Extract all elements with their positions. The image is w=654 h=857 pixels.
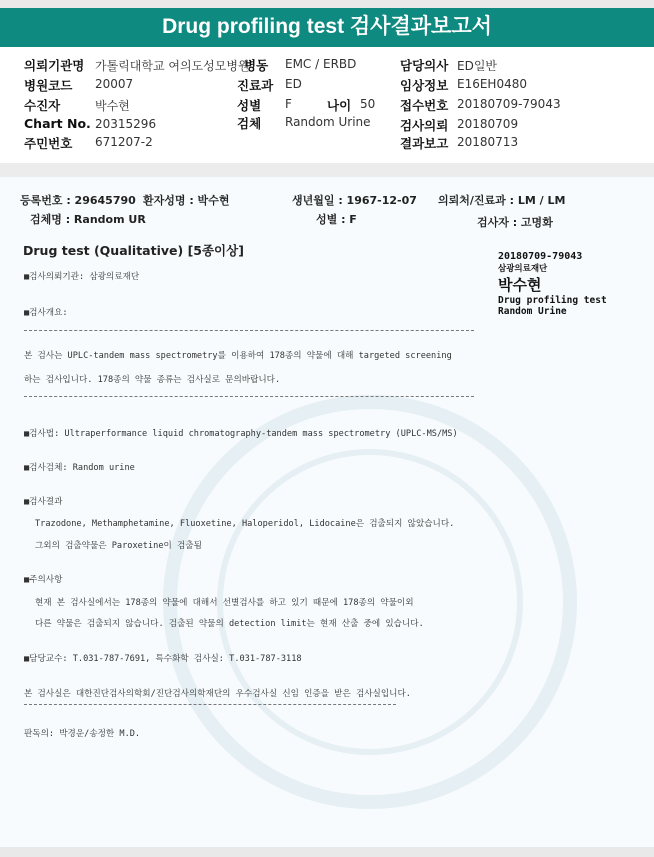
dashed-divider (24, 330, 474, 331)
specimen-label-stamp (498, 251, 607, 317)
lab-report-scan (0, 177, 654, 847)
clinical-value: E16EH0480 (457, 77, 527, 91)
sex-value: F (285, 97, 292, 111)
stamp-id: 20180709-79043 (498, 251, 583, 262)
overview-line-2: 하는 검사입니다. 178종의 약물 종류는 검사실로 문의바랍니다. (24, 375, 281, 385)
ward-label: 병동 (244, 58, 269, 73)
id-label: 주민번호 (24, 136, 73, 151)
receipt-label: 접수번호 (400, 98, 449, 113)
report-label: 결과보고 (400, 136, 449, 151)
age-value: 50 (360, 97, 376, 111)
stamp-org: 삼광의료재단 (498, 264, 548, 274)
section-divider (0, 163, 654, 177)
doctor-label: 담당의사 (400, 58, 449, 73)
reading-doctor-line: 판독의: 박경운/송정한 M.D. (24, 729, 141, 739)
dashed-divider (24, 396, 474, 397)
method-line: ■검사법: Ultraperformance liquid chromatography-tandem mass spectrometry (UPLC-MS/MS) (24, 429, 458, 439)
receipt-value: 20180709-79043 (457, 97, 561, 111)
examiner: 검사자 : 고명화 (477, 216, 553, 229)
result-heading: ■검사결과 (24, 497, 63, 507)
stamp-test: Drug profiling test (498, 295, 607, 306)
patient-info-panel (0, 45, 654, 165)
chart-label: Chart No. (24, 116, 91, 131)
certification-line: 본 검사실은 대한진단검사의학회/진단검사의학재단의 우수검사실 신임 인증을 받은 검사실입니다. (24, 689, 411, 699)
patient-name: 환자성명 : 박수현 (143, 194, 230, 207)
caution-heading: ■주의사항 (24, 575, 63, 585)
specimen-value: Random Urine (285, 115, 371, 129)
patient-label: 수진자 (24, 98, 61, 113)
report-value: 20180713 (457, 135, 519, 149)
page-bottom-margin (0, 847, 654, 857)
test-section-title: Drug test (Qualitative) [5종이상] (23, 243, 244, 258)
institution-label: 의뢰기관명 (24, 58, 85, 73)
patient-value: 박수현 (95, 99, 130, 113)
age-label: 나이 (327, 98, 352, 113)
overview-line-1: 본 검사는 UPLC-tandem mass spectrometry를 이용하여 178종의 약물에 대해 targeted screening (24, 351, 452, 361)
stamp-name: 박수현 (498, 276, 542, 294)
stamp-specimen: Random Urine (498, 306, 567, 317)
result-line-1: Trazodone, Methamphetamine, Fluoxetine, Haloperidol, Lidocaine은 검출되지 않았습니다. (35, 519, 455, 529)
specimen-name: 검체명 : Random UR (30, 213, 146, 226)
dept-label: 진료과 (237, 78, 274, 93)
institution-value: 가톨릭대학교 여의도성모병원 (95, 59, 250, 73)
doctor-value: ED일반 (457, 59, 498, 73)
request-label: 검사의뢰 (400, 118, 449, 133)
report-sex: 성별 : F (316, 213, 357, 226)
ward-value: EMC / ERBD (285, 57, 357, 71)
chart-value: 20315296 (95, 117, 157, 131)
dashed-divider (24, 704, 396, 705)
caution-line-1: 현재 본 검사실에서는 178종의 약물에 대해서 선별검사를 하고 있기 때문에 178종의 약물이외 (35, 598, 414, 608)
registration-number: 등록번호 : 29645790 (20, 194, 136, 207)
birth-date: 생년월일 : 1967-12-07 (292, 194, 417, 207)
hospital-code-value: 20007 (95, 77, 134, 91)
agency-line: ■검사의뢰기관: 삼광의료재단 (24, 272, 140, 282)
request-value: 20180709 (457, 117, 519, 131)
overview-heading: ■검사개요: (24, 308, 68, 318)
caution-line-2: 다른 약물은 검출되지 않습니다. 검출된 약물의 detection limit는 현재 산출 중에 있습니다. (35, 619, 424, 629)
hospital-code-label: 병원코드 (24, 78, 73, 93)
contact-line: ■담당교수: T.031-787-7691, 특수화학 검사실: T.031-787-3118 (24, 654, 302, 664)
result-line-2: 그외의 검출약물은 Paroxetine이 검출됨 (35, 541, 202, 551)
id-value: 671207-2 (95, 135, 153, 149)
clinical-label: 임상정보 (400, 78, 449, 93)
specimen-line: ■검사검체: Random urine (24, 463, 135, 473)
sex-label: 성별 (237, 98, 262, 113)
requesting-dept: 의뢰처/진료과 : LM / LM (438, 194, 566, 207)
report-title-banner: Drug profiling test 검사결과보고서 (0, 8, 654, 45)
dept-value: ED (285, 77, 302, 91)
specimen-label: 검체 (237, 116, 262, 131)
